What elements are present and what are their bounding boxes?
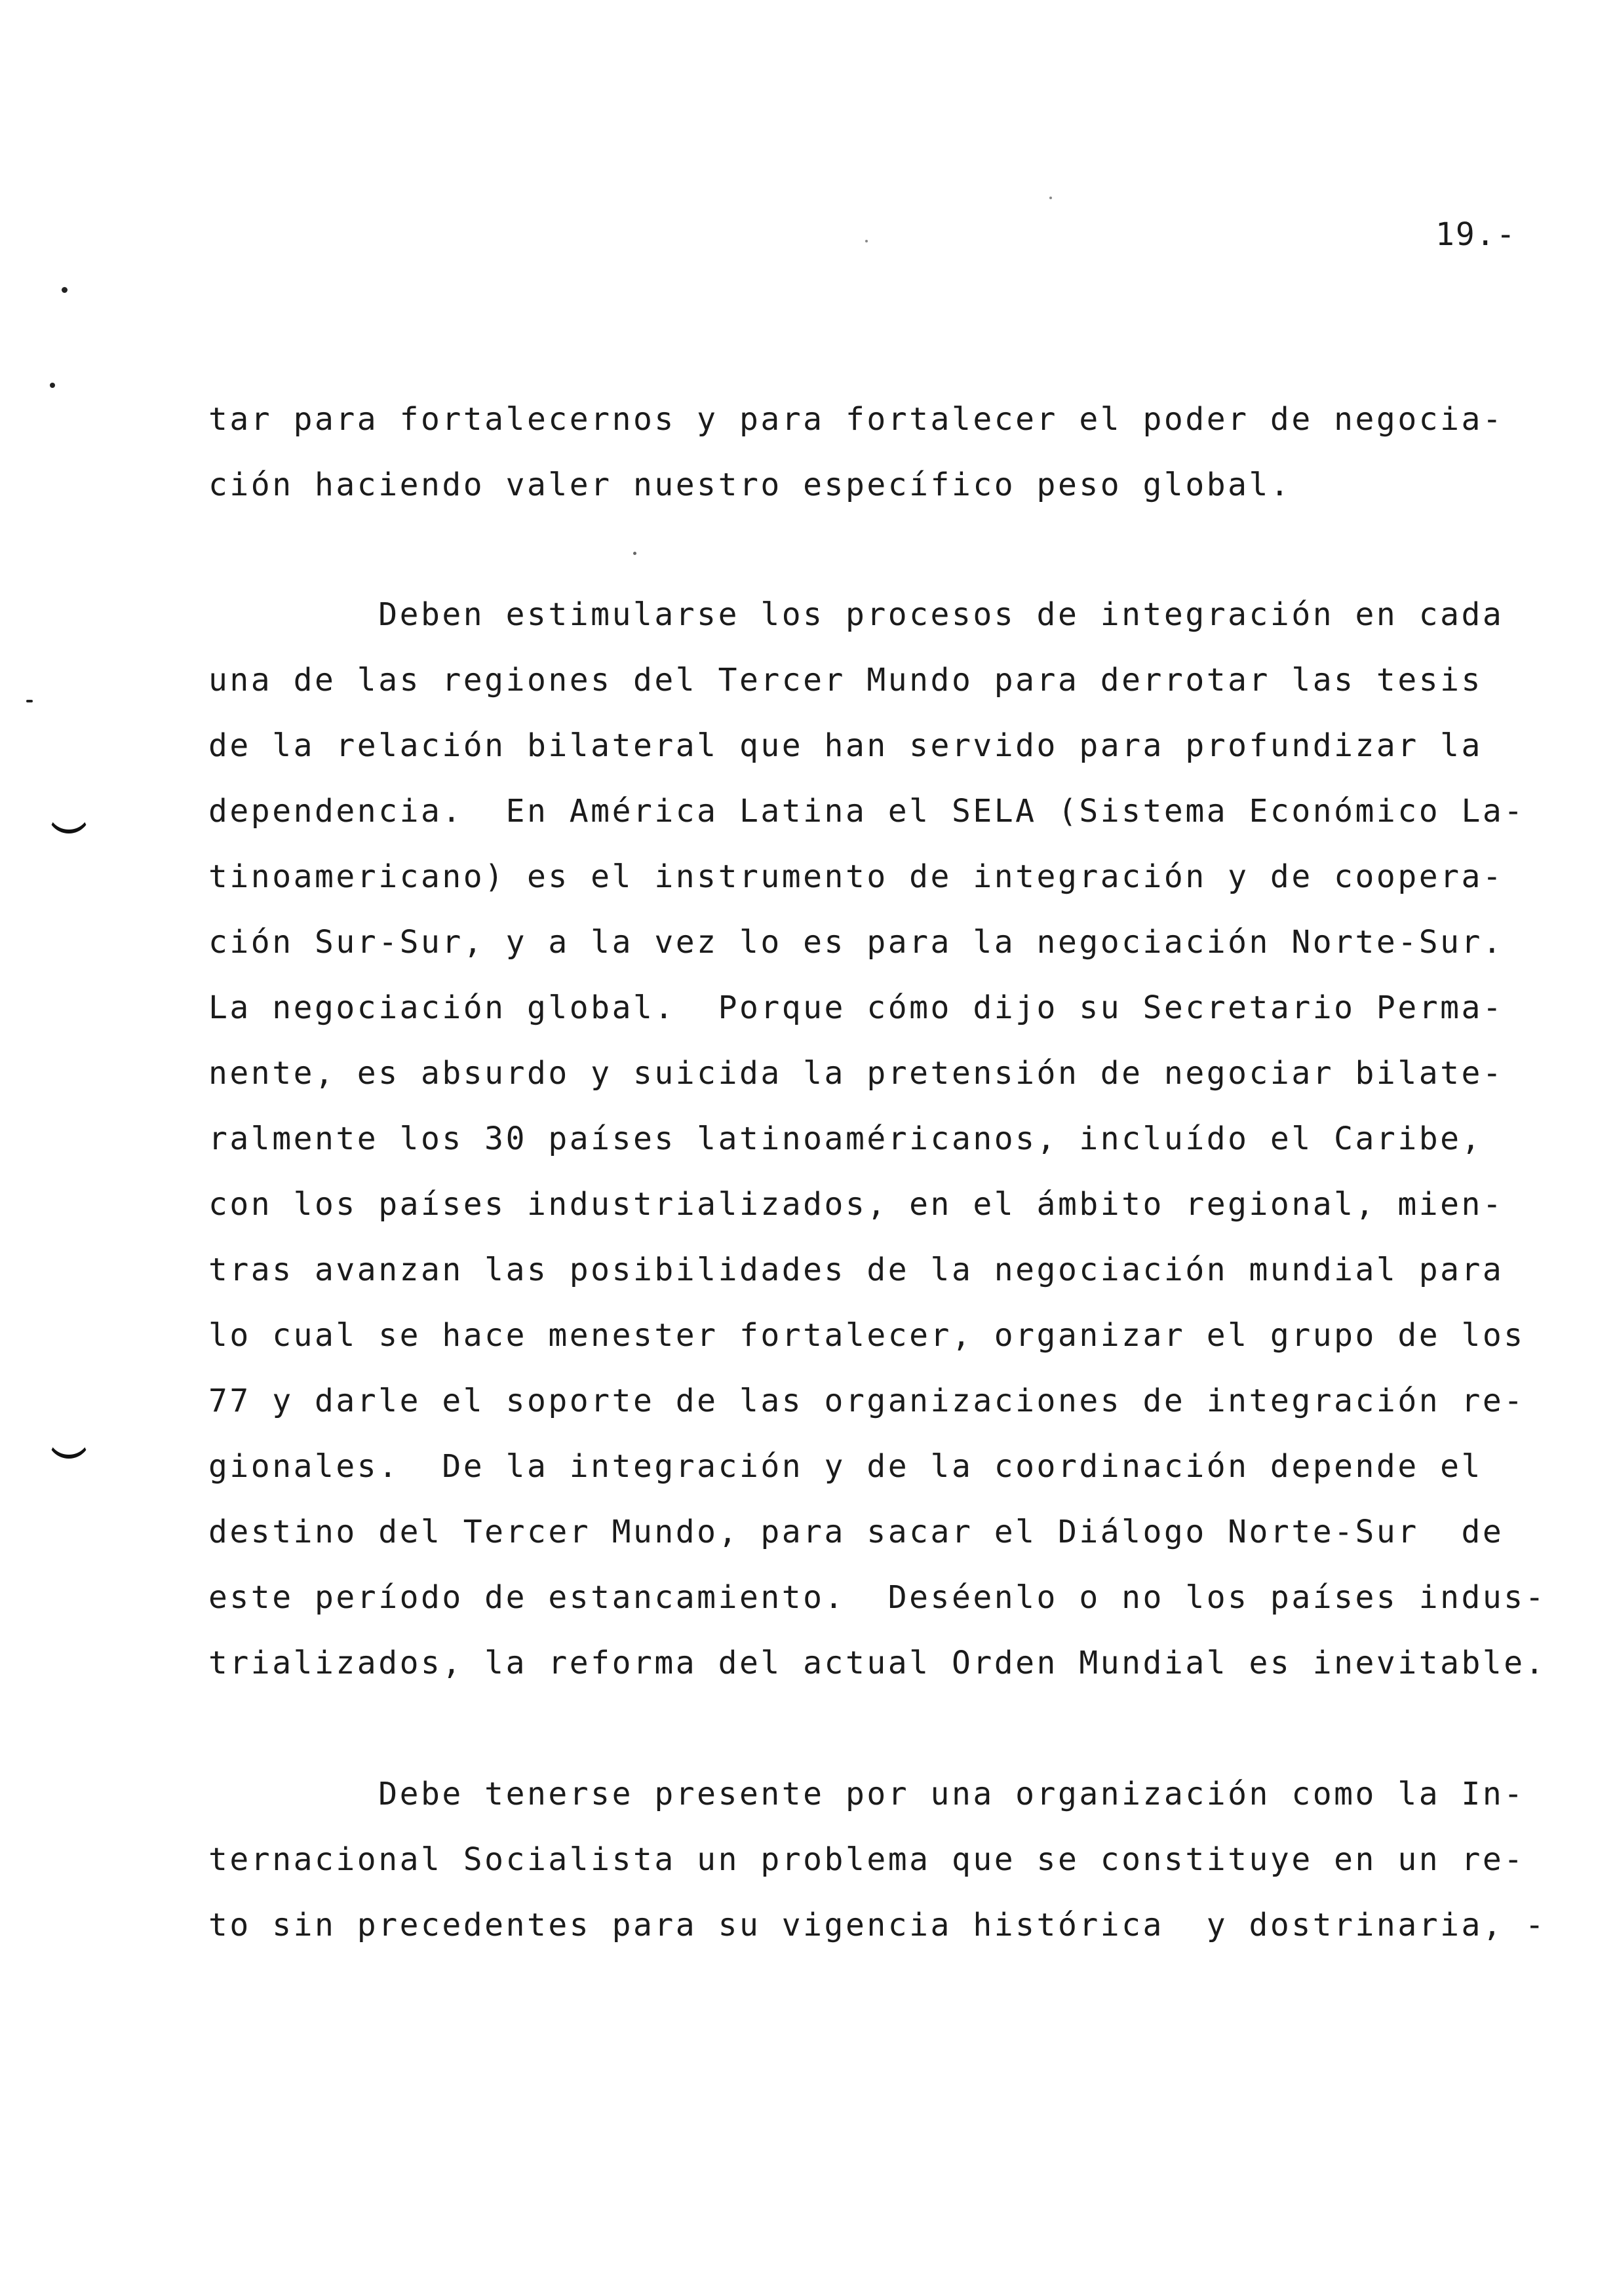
text-line: dependencia. En América Latina el SELA (Sistema Económico La- xyxy=(208,793,1525,830)
text-line: lo cual se hace menester fortalecer, organizar el grupo de los xyxy=(208,1317,1525,1354)
binder-hole-mark xyxy=(47,810,90,833)
scan-speck xyxy=(26,700,33,702)
text-line: este período de estancamiento. Deséenlo o no los países indus- xyxy=(208,1579,1547,1616)
scan-speck xyxy=(50,383,55,388)
text-line: Deben estimularse los procesos de integración en cada xyxy=(208,596,1504,633)
text-line: 77 y darle el soporte de las organizaciones de integración re- xyxy=(208,1383,1525,1419)
text-line: La negociación global. Porque cómo dijo su Secretario Perma- xyxy=(208,989,1504,1026)
text-line: ternacional Socialista un problema que se constituye en un re- xyxy=(208,1841,1525,1878)
scan-speck xyxy=(865,240,868,242)
text-line: trializados, la reforma del actual Orden Mundial es inevitable. xyxy=(208,1645,1547,1681)
text-line: de la relación bilateral que han servido para profundizar la xyxy=(208,727,1483,764)
text-line: una de las regiones del Tercer Mundo para derrotar las tesis xyxy=(208,662,1483,698)
text-line: nente, es absurdo y suicida la pretensión de negociar bilate- xyxy=(208,1055,1504,1092)
scan-speck xyxy=(1049,197,1052,199)
text-line: con los países industrializados, en el ámbito regional, mien- xyxy=(208,1186,1504,1223)
text-line: tinoamericano) es el instrumento de integración y de coopera- xyxy=(208,858,1504,895)
text-line: to sin precedentes para su vigencia histórica y dostrinaria, - xyxy=(208,1907,1547,1943)
text-line: destino del Tercer Mundo, para sacar el Diálogo Norte-Sur de xyxy=(208,1514,1504,1550)
text-line: ción Sur-Sur, y a la vez lo es para la negociación Norte-Sur. xyxy=(208,924,1504,961)
text-line: ralmente los 30 países latinoaméricanos, incluído el Caribe, xyxy=(208,1120,1483,1157)
scan-speck xyxy=(633,552,636,555)
text-line: gionales. De la integración y de la coordinación depende el xyxy=(208,1448,1483,1485)
scan-speck xyxy=(62,287,68,293)
text-line: ción haciendo valer nuestro específico peso global. xyxy=(208,467,1292,503)
binder-hole-mark xyxy=(47,1435,90,1459)
text-line: tras avanzan las posibilidades de la negociación mundial para xyxy=(208,1252,1504,1288)
text-line: tar para fortalecernos y para fortalecer el poder de negocia- xyxy=(208,401,1504,438)
text-line: Debe tenerse presente por una organización como la In- xyxy=(208,1776,1525,1812)
page-number: 19.- xyxy=(1435,216,1517,253)
